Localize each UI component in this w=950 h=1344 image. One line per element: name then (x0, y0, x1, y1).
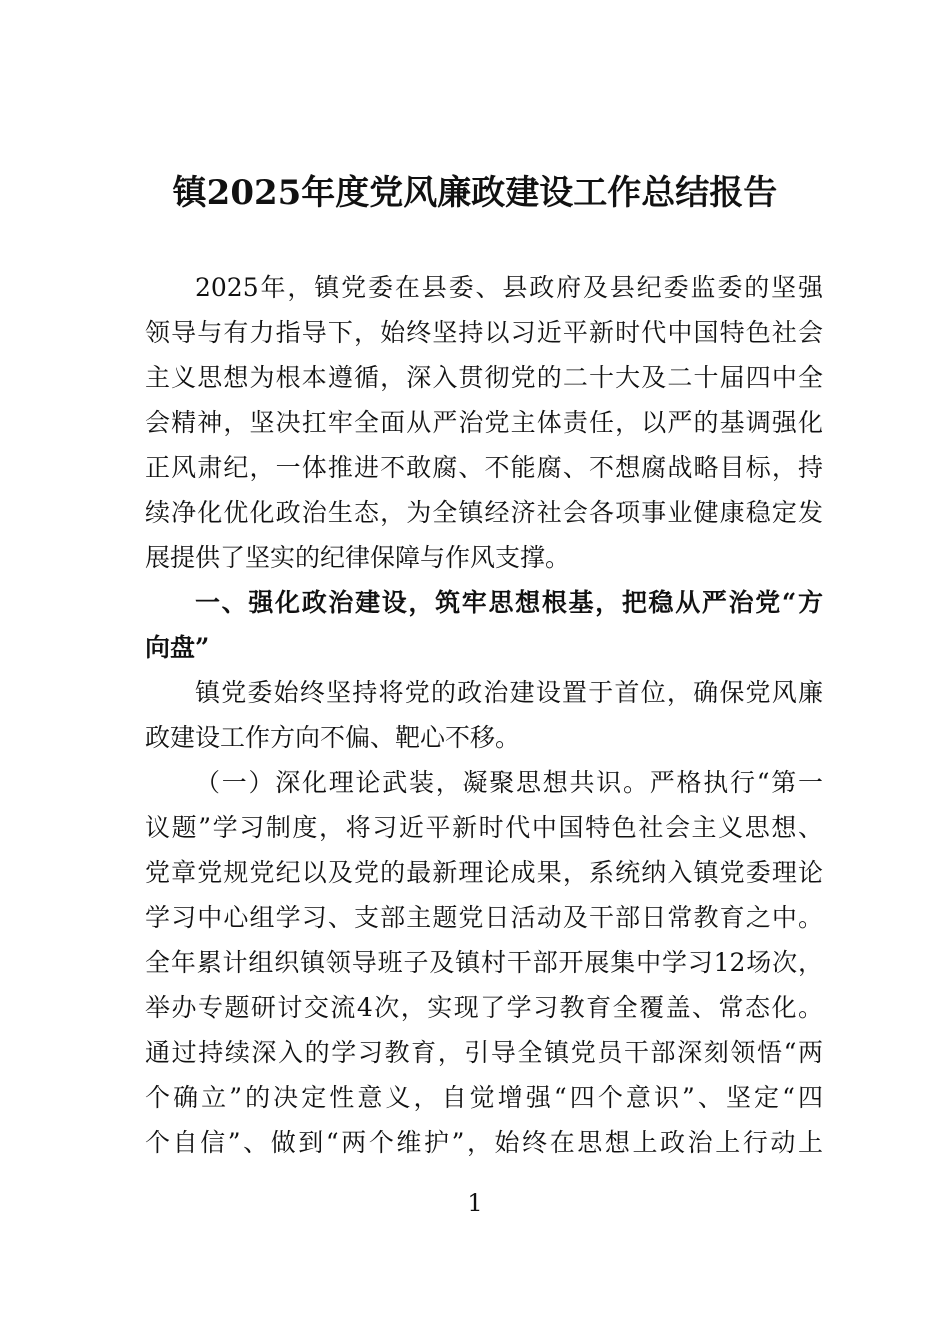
paragraph-line: 个自信”、做到“两个维护”，始终在思想上政治上行动上 (145, 1128, 823, 1157)
section-heading-line: 向盘” (145, 633, 210, 662)
paragraph-line: 2025年，镇党委在县委、县政府及县纪委监委的坚强 (195, 273, 823, 302)
section-heading-line: 一、强化政治建设，筑牢思想根基，把稳从严治党“方 (195, 588, 823, 617)
paragraph-line: 镇党委始终坚持将党的政治建设置于首位，确保党风廉 (195, 678, 823, 707)
paragraph-line: 领导与有力指导下，始终坚持以习近平新时代中国特色社会 (145, 318, 823, 347)
paragraph-line: 会精神，坚决扛牢全面从严治党主体责任，以严的基调强化 (145, 408, 823, 437)
paragraph-line: 正风肃纪，一体推进不敢腐、不能腐、不想腐战略目标，持 (145, 453, 823, 482)
paragraph-line: 全年累计组织镇领导班子及镇村干部开展集中学习12场次， (145, 948, 823, 977)
paragraph-line: 党章党规党纪以及党的最新理论成果，系统纳入镇党委理论 (145, 858, 823, 887)
paragraph-line: 议题”学习制度，将习近平新时代中国特色社会主义思想、 (145, 813, 823, 842)
paragraph-line: 个确立”的决定性意义，自觉增强“四个意识”、坚定“四 (145, 1083, 823, 1112)
paragraph-line: 续净化优化政治生态，为全镇经济社会各项事业健康稳定发 (145, 498, 823, 527)
paragraph-line: 通过持续深入的学习教育，引导全镇党员干部深刻领悟“两 (145, 1038, 823, 1067)
document-body (145, 265, 823, 1165)
paragraph-line: 展提供了坚实的纪律保障与作风支撑。 (145, 543, 571, 572)
paragraph-line: 学习中心组学习、支部主题党日活动及干部日常教育之中。 (145, 903, 823, 932)
paragraph-line: 举办专题研讨交流4次，实现了学习教育全覆盖、常态化。 (145, 993, 823, 1022)
document-title: 镇2025年度党风廉政建设工作总结报告 (172, 173, 778, 213)
paragraph-line: 政建设工作方向不偏、靶心不移。 (145, 723, 521, 752)
paragraph-line: 主义思想为根本遵循，深入贯彻党的二十大及二十届四中全 (145, 363, 823, 392)
paragraph-line: （一）深化理论武装，凝聚思想共识。严格执行“第一 (195, 768, 823, 797)
page-number: 1 (467, 1189, 483, 1217)
